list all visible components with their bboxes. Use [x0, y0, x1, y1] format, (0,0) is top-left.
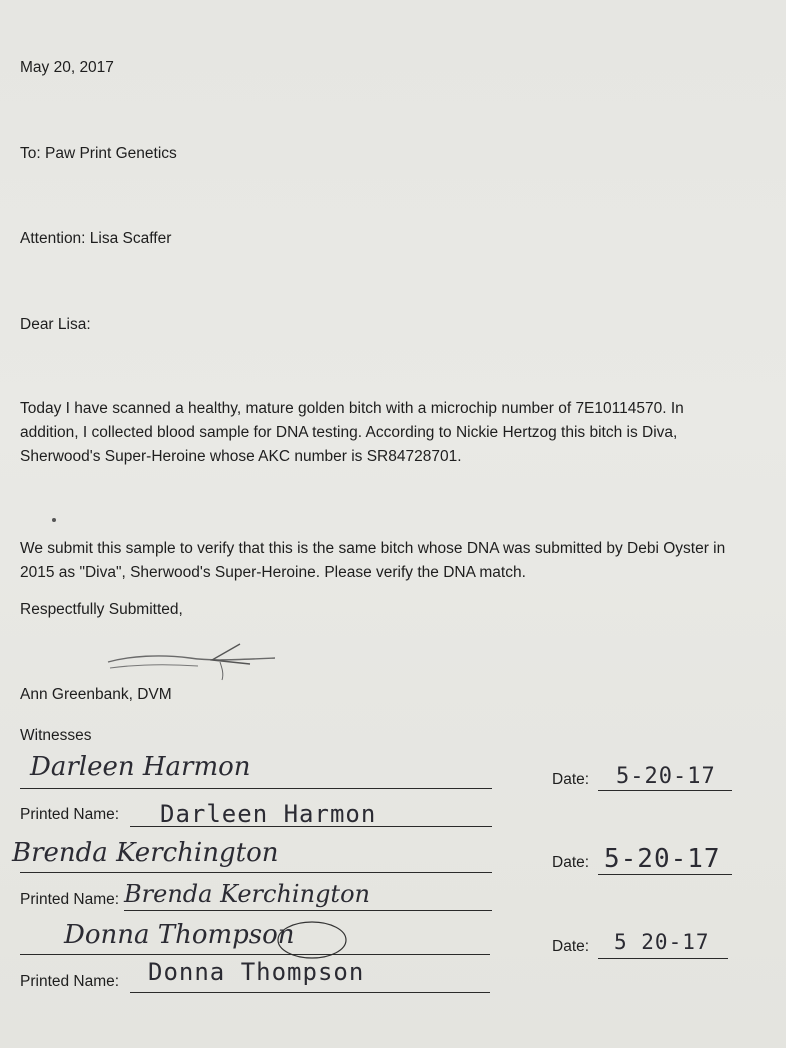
printed-name-label: Printed Name:: [20, 891, 120, 908]
witness-1-printed-name: Darleen Harmon: [160, 800, 377, 828]
witnesses-heading: Witnesses: [20, 727, 92, 744]
signatory: Ann Greenbank, DVM: [20, 686, 172, 703]
witness-3-printed-name: Donna Thompson: [148, 958, 365, 986]
paragraph-line: addition, I collected blood sample for DNA testing. According to Nickie Hertzog this bitch is Diva,: [20, 424, 678, 441]
attention-line: Attention: Lisa Scaffer: [20, 230, 172, 247]
vet-signature-icon: [100, 638, 290, 688]
signature-line: [20, 788, 492, 789]
date-label: Date:: [552, 771, 590, 788]
date-line: [598, 958, 728, 959]
date-line: [598, 874, 732, 875]
paragraph-line: We submit this sample to verify that this is the same bitch whose DNA was submitted by Debi Oyster in: [20, 540, 726, 557]
date-label: Date:: [552, 854, 590, 871]
witness-3-date: 5 20-17: [614, 930, 710, 954]
printed-name-line: [124, 910, 492, 911]
witness-3-signature: Donna Thompson: [64, 920, 295, 950]
signature-loop-icon: [272, 918, 352, 962]
speck-mark: [52, 518, 56, 522]
printed-name-label: Printed Name:: [20, 973, 120, 990]
signature-line: [20, 954, 490, 955]
body-paragraph-2: [20, 537, 786, 585]
paragraph-line: Today I have scanned a healthy, mature golden bitch with a microchip number of 7E10114570. In: [20, 400, 684, 417]
body-paragraph-1: [20, 397, 786, 469]
date-line: [598, 790, 732, 791]
recipient: To: Paw Print Genetics: [20, 145, 177, 162]
witness-1-date: 5-20-17: [616, 764, 716, 789]
date-label: Date:: [552, 938, 590, 955]
paragraph-line: Sherwood's Super-Heroine whose AKC number is SR84728701.: [20, 448, 462, 465]
printed-name-line: [130, 826, 492, 827]
printed-name-label: Printed Name:: [20, 806, 120, 823]
witness-1-signature: Darleen Harmon: [30, 752, 251, 782]
witness-2-printed-name: Brenda Kerchington: [124, 880, 370, 908]
signature-line: [20, 872, 492, 873]
witness-2-signature: Brenda Kerchington: [12, 838, 279, 868]
paragraph-line: 2015 as "Diva", Sherwood's Super-Heroine. Please verify the DNA match.: [20, 564, 526, 581]
witness-2-date: 5-20-17: [604, 844, 721, 874]
letter-date: May 20, 2017: [20, 59, 114, 76]
printed-name-line: [130, 992, 490, 993]
salutation: Dear Lisa:: [20, 316, 91, 333]
closing: Respectfully Submitted,: [20, 601, 183, 618]
